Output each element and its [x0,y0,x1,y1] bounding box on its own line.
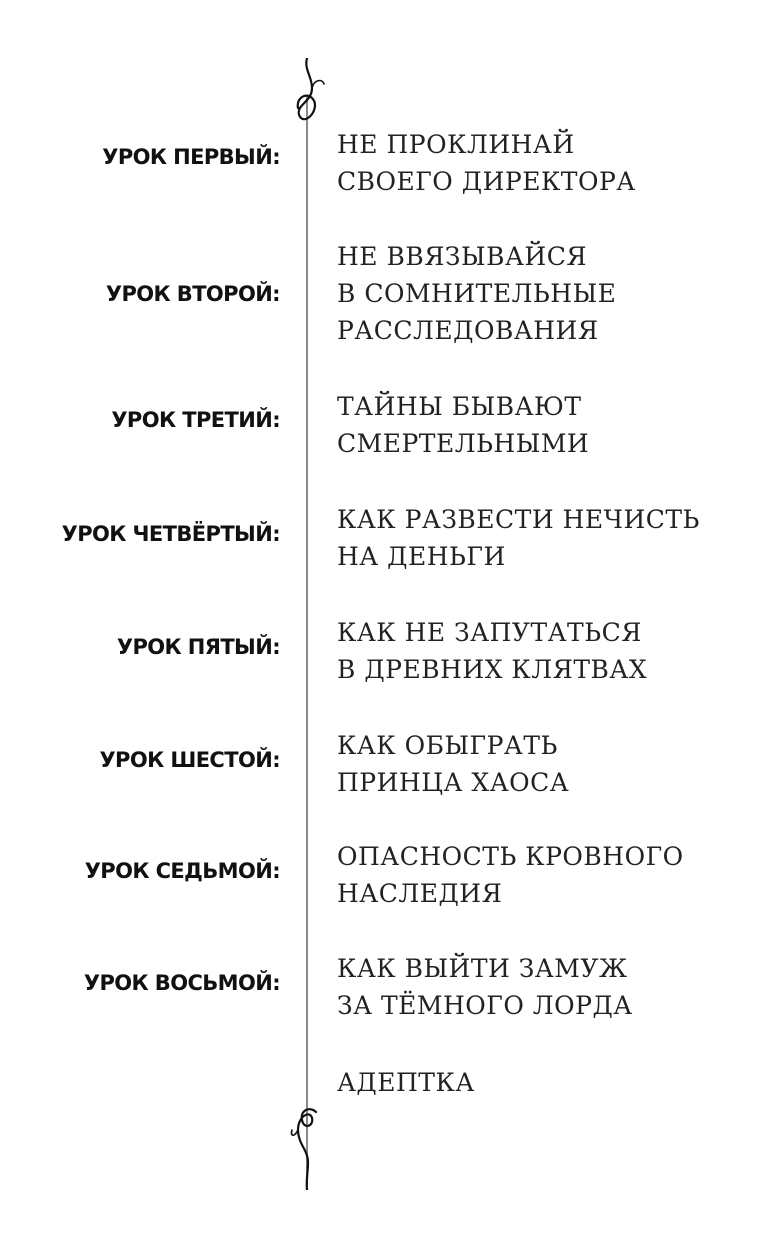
lesson-title-line: НЕ ПРОКЛИНАЙ [337,130,575,159]
lesson-title-5 [337,614,647,688]
final-title [337,1064,475,1101]
lesson-title-line: В ДРЕВНИХ КЛЯТВАХ [337,655,648,684]
lesson-title-line: ТАЙНЫ БЫВАЮТ [337,392,582,421]
lesson-label-4: УРОК ЧЕТВЁРТЫЙ: [61,522,280,546]
lesson-title-line: ПРИНЦА ХАОСА [337,768,570,797]
final-title-line: АДЕПТКА [337,1068,475,1097]
lesson-title-line: СВОЕГО ДИРЕКТОРА [337,167,636,196]
lesson-title-line: В СОМНИТЕЛЬНЫЕ [337,279,617,308]
lesson-title-line: КАК РАЗВЕСТИ НЕЧИСТЬ [337,505,700,534]
lesson-label-8: УРОК ВОСЬМОЙ: [83,971,280,995]
lesson-label-6: УРОК ШЕСТОЙ: [99,748,280,772]
lesson-title-line: НЕ ВВЯЗЫВАЙСЯ [337,242,588,271]
lesson-label-2: УРОК ВТОРОЙ: [105,282,280,306]
lesson-title-line: НА ДЕНЬГИ [337,542,506,571]
lesson-title-line: КАК ОБЫГРАТЬ [337,731,558,760]
lesson-label-5: УРОК ПЯТЫЙ: [116,635,280,659]
lesson-label-7: УРОК СЕДЬМОЙ: [84,859,280,883]
lesson-label-3: УРОК ТРЕТИЙ: [111,408,280,432]
lesson-title-8 [337,950,633,1024]
lesson-title-4 [337,501,700,575]
lesson-label-1: УРОК ПЕРВЫЙ: [102,145,280,169]
lesson-title-line: ОПАСНОСТЬ КРОВНОГО [337,842,684,871]
lesson-title-3 [337,388,589,462]
lesson-title-line: СМЕРТЕЛЬНЫМИ [337,429,590,458]
vertical-divider [306,95,308,1185]
lesson-title-6 [337,727,569,801]
top-flourish-icon [286,58,330,148]
lesson-title-line: ЗА ТЁМНОГО ЛОРДА [337,991,633,1020]
lesson-title-line: КАК НЕ ЗАПУТАТЬСЯ [337,618,642,647]
lesson-title-line: НАСЛЕДИЯ [337,879,503,908]
lesson-title-1 [337,126,636,200]
bottom-flourish-icon [286,1100,330,1190]
lesson-title-7 [337,838,684,912]
lesson-title-line: КАК ВЫЙТИ ЗАМУЖ [337,954,628,983]
lesson-title-2 [337,238,616,349]
lesson-title-line: РАССЛЕДОВАНИЯ [337,316,599,345]
